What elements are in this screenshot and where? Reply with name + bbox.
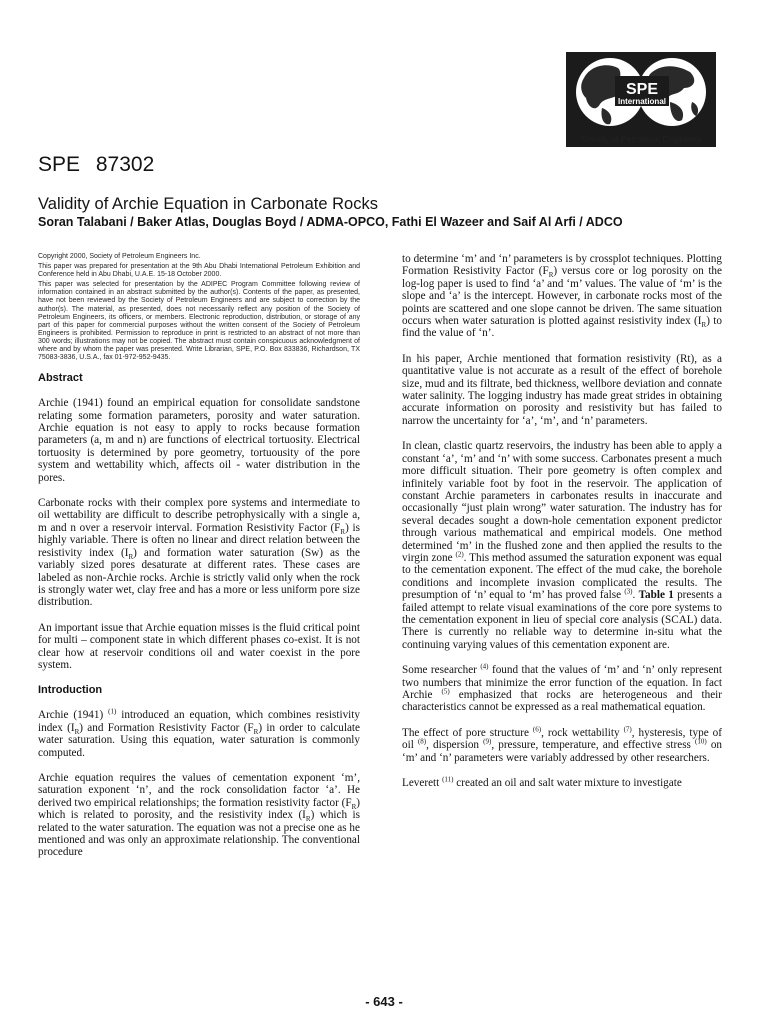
introduction-paragraph: Archie equation requires the values of cementation exponent ‘m’, saturation exponent ‘n’, and the rock consolidation factor ‘a’. He derived two empirical relationships; the formation resistivity factor $(F_R)$ which is related to porosity, and the resistivity index $(I_R)$ which is related to the water saturation. The equation was not a precise one as he mentioned and was only an approximate relationship. The conventional procedure — [38, 771, 361, 859]
copyright-notice — [38, 253, 360, 362]
abstract-paragraph: An important issue that Archie equation misses is the fluid critical point for multi – component state in which different phases co-exist. It is not clear how at reservoir conditions oil and water coexist in the pore system. — [38, 621, 360, 671]
body-paragraph: In clean, clastic quartz reservoirs, the industry has been able to apply a constant ‘a’, ‘m’ and ‘n’ with some success. Carbonates present a much more difficult situation. Their pore geometry is often complex and infinitely variable foot by foot in the reservoir. The application of constant Archie parameters in carbonates results in inaccurate and occasionally “just plain wrong” water saturation. The industry has for several decades sought a down-hole cementation exponent predictor through various mathematical and empirical models. One method determined ‘m’ in the flushed zone and then applied the results to the virgin zone $^{(2)}$. This method assumed the saturation exponent was equal to the cementation exponent. The effect of the mud cake, the borehole conditions and incomplete invasion complicated the results. The presumption of ‘n’ equal to ‘m’ has proved false $^{(3)}$. Table 1 presents a failed attempt to relate visual examinations of the core pore systems to the cementation exponent in lieu of special core analysis (SCAL) data. There is currently no reliable way to determine in-situ what the continuing varying values of this cementation exponent are. — [402, 440, 722, 651]
abstract-paragraph: Carbonate rocks with their complex pore systems and intermediate to oil wettability are difficult to describe petrophysically with a single a, m and n over a reservoir interval. Formation Resistivity Factor $(F_R)$ is highly variable. There is often no linear and direct relation between the resistivity index $(I_R)$ and formation water saturation (Sw) as the variably sized pores desaturate at different rates. These cases are labeled as non-Archie rocks. Archie is strictly valid only when the rock is strongly water wet, clay free and has a more or less uniform pore size distribution. — [38, 497, 361, 609]
logo-mark: SPE — [625, 81, 659, 98]
page-number: - 643 - — [365, 994, 403, 1009]
logo-sub: International — [617, 97, 667, 106]
right-column — [402, 253, 722, 802]
paper-id: SPE 87302 — [38, 153, 155, 176]
globe-logo-icon — [566, 52, 716, 147]
body-paragraph: to determine ‘m’ and ‘n’ parameters is by crossplot techniques. Plotting Formation Resistivity Factor $(F_R)$ versus core or log porosity on the log-log paper is used to find ‘a’ and ‘m’ values. The value of ‘m’ is the slope and ‘a’ is the intercept. However, in carbonate rocks most of the points are scattered and one slope cannot be driven. The same situation occurs when water saturation is plotted against resistivity index $(I_R)$ to find the value of ‘n’. — [402, 253, 722, 340]
left-column — [38, 253, 360, 872]
introduction-paragraph: Archie (1941) $^{(1)}$ introduced an equation, which combines resistivity index $(I_R)$ and Formation Resistivity Factor $(F_R)$ in order to calculate water saturation. Using this equation, water saturation is commonly computed. — [38, 707, 360, 759]
body-paragraph: Some researcher $^{(4)}$ found that the values of ‘m’ and ‘n’ only represent two numbers that minimize the error function of the equation. In fact Archie $^{(5)}$ emphasized that rocks are heterogeneous and their characteristics cannot be expressed as a real mathematical equation. — [402, 662, 723, 714]
spe-international-logo — [566, 52, 716, 147]
paper-authors: Soran Talabani / Baker Atlas, Douglas Boyd / ADMA-OPCO, Fathi El Wazeer and Saif Al Arfi / ADCO — [38, 215, 623, 229]
copyright-line: This paper was prepared for presentation at the 9th Abu Dhabi International Petroleum Exhibition and Conference held in Abu Dhabi, U.A.E. 15-18 October 2000. — [38, 263, 360, 279]
copyright-line: This paper was selected for presentation by the ADIPEC Program Committee following review of information contained in an abstract submitted by the author(s). Contents of the paper, as presented, have not been reviewed by the Society of Petroleum Engineers and are subject to correction by the author(s). The material, as presented, does not necessarily reflect any position of the Society of Petroleum Engineers, its officers, or members. Electronic reproduction, distribution, or storage of any part of this paper for commercial purposes without the written consent of the Society of Petroleum Engineers is prohibited. Permission to reproduce in print is restricted to an abstract of not more than 300 words; illustrations may not be copied. The abstract must contain conspicuous acknowledgment of where and by whom the paper was presented. Write Librarian, SPE, P.O. Box 833836, Richardson, TX 75083-3836, U.S.A., fax 01-972-952-9435. — [38, 281, 360, 362]
paper-title: Validity of Archie Equation in Carbonate Rocks — [38, 195, 378, 213]
body-paragraph: Leverett $^{(11)}$ created an oil and salt water mixture to investigate — [402, 775, 682, 790]
abstract-heading: Abstract — [38, 372, 83, 385]
body-paragraph: In his paper, Archie mentioned that formation resistivity (Rt), as a quantitative value is not accurate as a result of the effect of borehole size, mud and its filtrate, bed thickness, wellbore deviation and connate water salinity. The logging industry has made great strides in obtaining accurate information on porosity and resistivity but has failed to narrow the uncertainty for ‘a’, ‘m’, and ‘n’ parameters. — [402, 352, 722, 427]
logo-caption: Society of Petroleum Engineers — [580, 134, 702, 144]
introduction-heading: Introduction — [38, 684, 103, 697]
copyright-line: Copyright 2000, Society of Petroleum Engineers Inc. — [38, 253, 201, 260]
body-paragraph: The effect of pore structure $^{(6)}$, rock wettability $^{(7)}$, hysteresis, type of oil $^{(8)}$, dispersion $^{(9)}$, pressure, temperature, and effective stress $^{(10)}$ on ‘m’ and ‘n’ parameters were variably addressed by other researchers. — [402, 725, 723, 764]
abstract-paragraph: Archie (1941) found an empirical equation for consolidate sandstone relating some formation parameters, porosity and water saturation. Archie equation is not easy to apply to rocks because formation parameters (a, m and n) are functions of electrical tortuosity. Electrical tortuosity is determined by pore geometry, tortuousity of the pore system and wettability which, affects oil - water distribution in the pores. — [38, 397, 360, 484]
table-reference: Table 1 — [638, 589, 674, 602]
